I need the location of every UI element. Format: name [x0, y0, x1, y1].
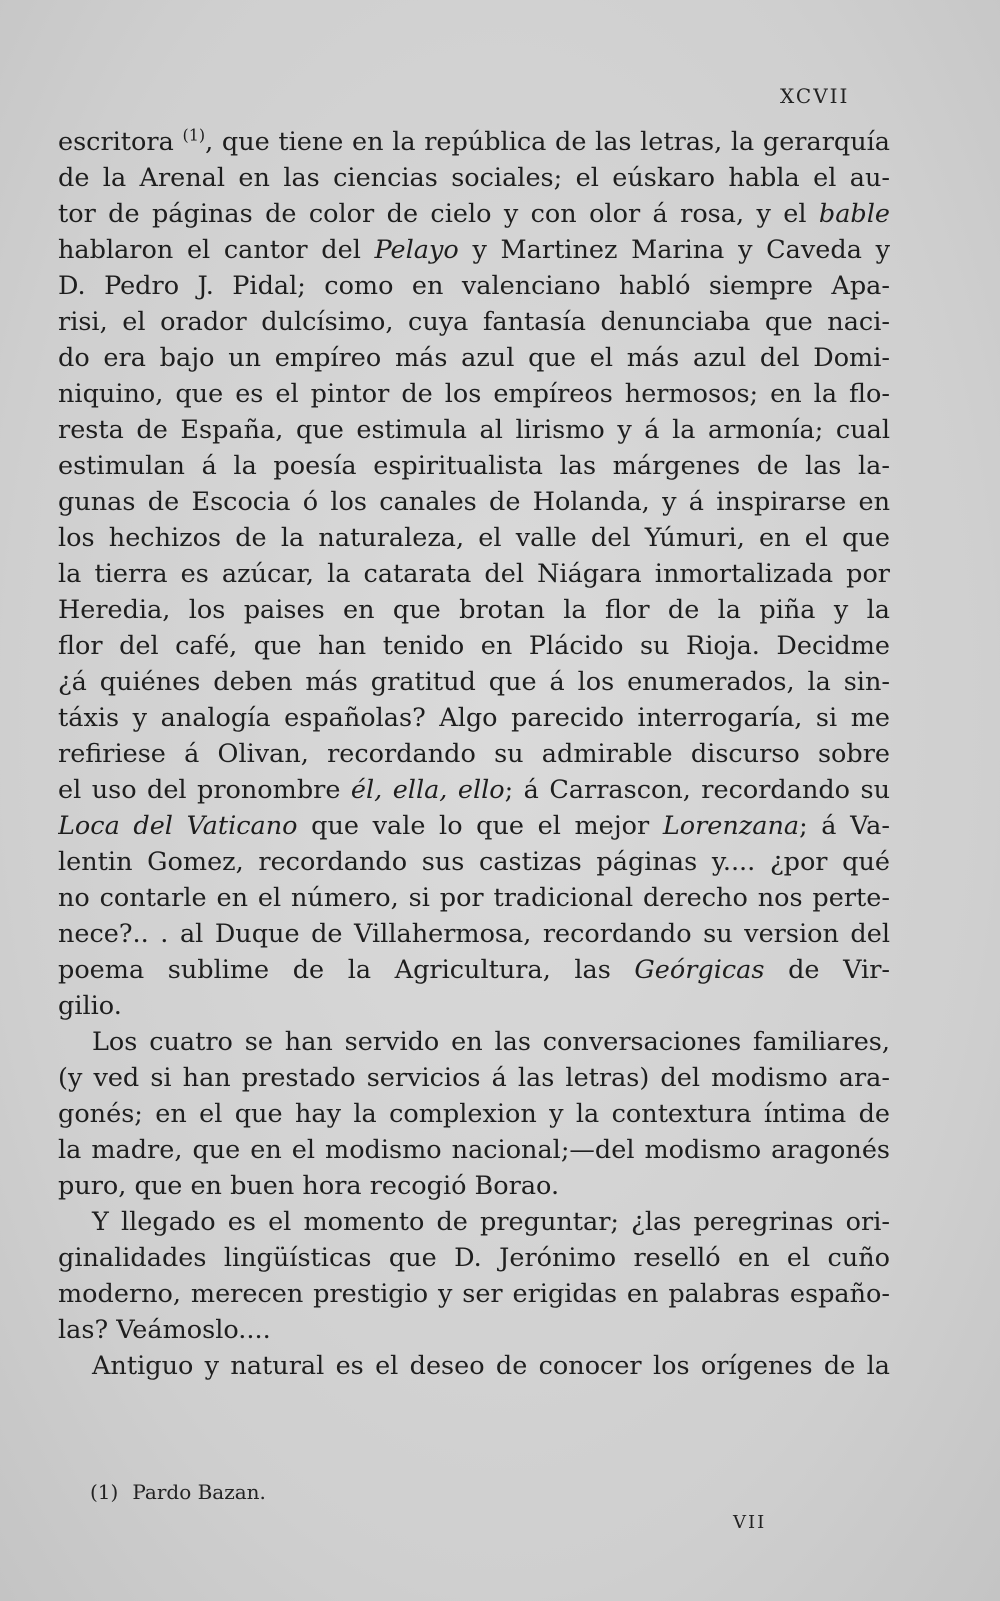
- text-line: [58, 556, 890, 592]
- text-line: [58, 844, 890, 880]
- text-line: [58, 304, 890, 340]
- footnote-mark: (1): [90, 1480, 119, 1504]
- text-segment: Heredia, los paises en que brotan la flor de la piña y la: [58, 595, 890, 625]
- italic-title: él, ella, ello: [350, 775, 505, 805]
- text-segment: niquino, que es el pintor de los empíreos hermosos; en la flo-: [58, 379, 890, 409]
- text-line: [58, 736, 890, 772]
- text-line: [58, 628, 890, 664]
- footnote: [90, 1480, 490, 1504]
- text-segment: de Vir-: [764, 955, 890, 985]
- text-line: [58, 1132, 890, 1168]
- text-segment: gunas de Escocia ó los canales de Holanda, y á inspirarse en: [58, 487, 890, 517]
- text-line: [58, 1096, 890, 1132]
- text-line: [58, 340, 890, 376]
- text-segment: que vale lo que el mejor: [297, 811, 663, 841]
- text-segment: Los cuatro se han servido en las conversaciones familiares,: [92, 1027, 890, 1057]
- page-number: XCVII: [780, 84, 850, 108]
- text-segment: refiriese á Olivan, recordando su admirable discurso sobre: [58, 739, 890, 769]
- text-line: [58, 448, 890, 484]
- text-line: [58, 1168, 890, 1204]
- text-segment: escritora: [58, 127, 183, 157]
- footnote-reference: (1): [182, 125, 206, 145]
- text-segment: táxis y analogía españolas? Algo parecido interrogaría, si me: [58, 703, 890, 733]
- text-segment: la tierra es azúcar, la catarata del Niágara inmortalizada por: [58, 559, 890, 589]
- text-line: [58, 1348, 890, 1384]
- italic-title: bable: [818, 199, 890, 229]
- text-line: [58, 1240, 890, 1276]
- text-line: [58, 664, 890, 700]
- text-segment: estimulan á la poesía espiritualista las márgenes de las la-: [58, 451, 890, 481]
- text-segment: risi, el orador dulcísimo, cuya fantasía denunciaba que naci-: [58, 307, 890, 337]
- text-line: [58, 988, 890, 1024]
- text-segment: poema sublime de la Agricultura, las: [58, 955, 635, 985]
- text-segment: de la Arenal en las ciencias sociales; el eúskaro habla el au-: [58, 163, 890, 193]
- text-segment: lentin Gomez, recordando sus castizas páginas y.... ¿por qué: [58, 847, 890, 877]
- text-line: [58, 1312, 890, 1348]
- italic-title: Pelayo: [374, 235, 459, 265]
- text-line: [58, 1060, 890, 1096]
- italic-title: Geórgicas: [634, 955, 765, 985]
- text-line: [58, 124, 890, 160]
- text-line: [58, 808, 890, 844]
- text-segment: flor del café, que han tenido en Plácido su Rioja. Decidme: [58, 631, 890, 661]
- text-segment: (y ved si han prestado servicios á las letras) del modismo ara-: [58, 1063, 890, 1093]
- text-line: [58, 916, 890, 952]
- text-segment: nece?.. . al Duque de Villahermosa, recordando su version del: [58, 919, 890, 949]
- text-line: [58, 412, 890, 448]
- text-line: [58, 268, 890, 304]
- text-line: [58, 1024, 890, 1060]
- text-segment: no contarle en el número, si por tradicional derecho nos perte-: [58, 883, 890, 913]
- text-line: [58, 376, 890, 412]
- text-segment: D. Pedro J. Pidal; como en valenciano habló siempre Apa-: [58, 271, 890, 301]
- text-line: [58, 196, 890, 232]
- text-segment: gilio.: [58, 991, 122, 1021]
- text-line: [58, 880, 890, 916]
- text-segment: ginalidades lingüísticas que D. Jerónimo reselló en el cuño: [58, 1243, 890, 1273]
- text-line: [58, 520, 890, 556]
- text-segment: el uso del pronombre: [58, 775, 351, 805]
- text-segment: los hechizos de la naturaleza, el valle del Yúmuri, en el que: [58, 523, 890, 553]
- italic-title: Lorenzana: [662, 811, 800, 841]
- text-segment: ; á Carrascon, recordando su: [504, 775, 890, 805]
- text-line: [58, 232, 890, 268]
- text-segment: moderno, merecen prestigio y ser erigidas en palabras españo-: [58, 1279, 890, 1309]
- body-text: [58, 124, 890, 1416]
- text-segment: y Martinez Marina y Caveda y: [458, 235, 890, 265]
- text-segment: tor de páginas de color de cielo y con olor á rosa, y el: [58, 199, 819, 229]
- text-segment: ¿á quiénes deben más gratitud que á los enumerados, la sin-: [58, 667, 890, 697]
- text-line: [58, 952, 890, 988]
- text-line: [58, 484, 890, 520]
- text-segment: Antiguo y natural es el deseo de conocer los orígenes de la: [92, 1351, 890, 1381]
- footnote-text: Pardo Bazan.: [132, 1480, 266, 1504]
- text-segment: la madre, que en el modismo nacional;—del modismo aragonés: [58, 1135, 890, 1165]
- text-line: [58, 1276, 890, 1312]
- text-segment: las? Veámoslo....: [58, 1315, 271, 1345]
- text-segment: resta de España, que estimula al lirismo y á la armonía; cual: [58, 415, 890, 445]
- text-line: [58, 772, 890, 808]
- text-segment: puro, que en buen hora recogió Borao.: [58, 1171, 560, 1201]
- text-segment: gonés; en el que hay la complexion y la contextura íntima de: [58, 1099, 890, 1129]
- text-segment: , que tiene en la república de las letras, la gerarquía: [205, 127, 890, 157]
- text-line: [58, 592, 890, 628]
- text-segment: ; á Va-: [799, 811, 890, 841]
- text-line: [58, 160, 890, 196]
- text-segment: do era bajo un empíreo más azul que el más azul del Domi-: [58, 343, 890, 373]
- text-segment: Y llegado es el momento de preguntar; ¿las peregrinas ori-: [92, 1207, 890, 1237]
- signature-mark: VII: [733, 1512, 767, 1533]
- italic-title: Loca del Vaticano: [58, 811, 298, 841]
- text-line: [58, 700, 890, 736]
- text-line: [58, 1204, 890, 1240]
- text-segment: hablaron el cantor del: [58, 235, 375, 265]
